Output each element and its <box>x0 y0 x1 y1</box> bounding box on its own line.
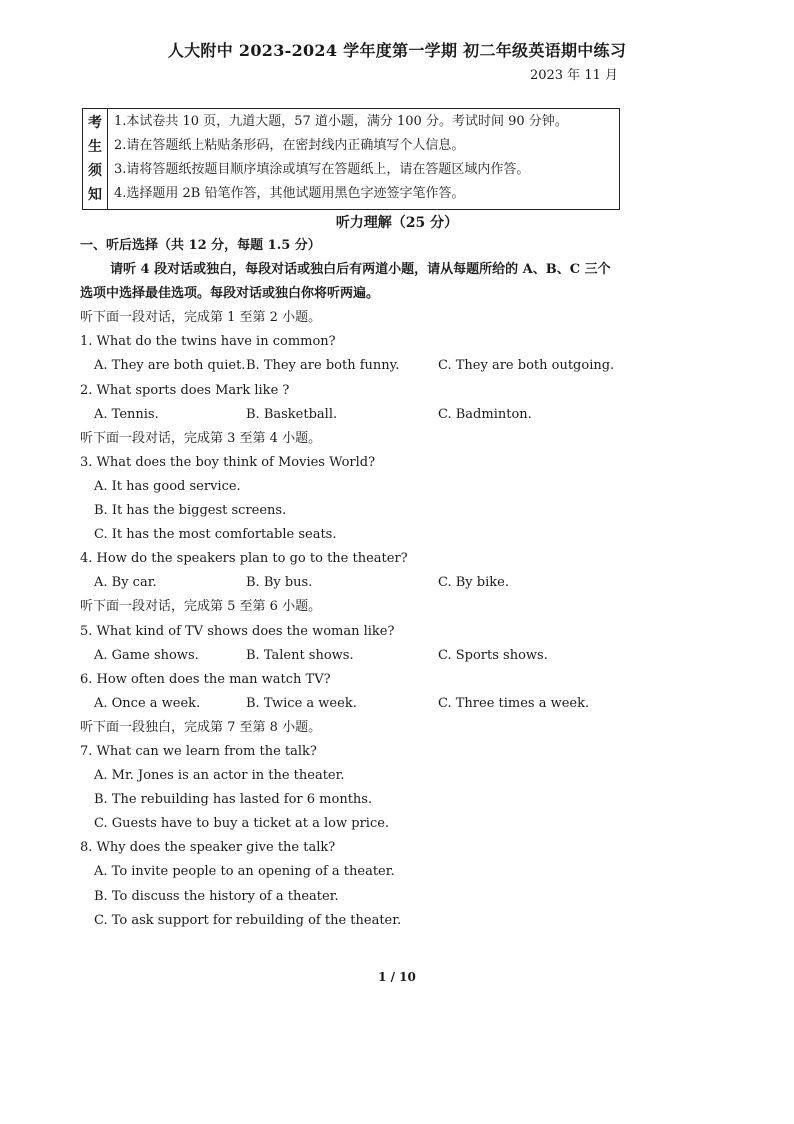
notice-side-char: 知 <box>88 187 102 203</box>
option: C. By bike. <box>438 575 509 591</box>
question: 6. How often does the man watch TV? <box>80 671 331 687</box>
option: B. Twice a week. <box>246 695 357 711</box>
option: A. Tennis. <box>94 406 159 422</box>
question: 5. What kind of TV shows does the woman like? <box>80 623 395 639</box>
option: C. Three times a week. <box>438 695 590 711</box>
group-intro: 听下面一段对话，完成第 1 至第 2 小题。 <box>80 310 322 326</box>
option-row <box>80 354 640 378</box>
option-row <box>80 644 640 668</box>
group-intro: 听下面一段对话，完成第 5 至第 6 小题。 <box>80 599 322 615</box>
option: A. Once a week. <box>94 695 201 711</box>
question: 3. What does the boy think of Movies World? <box>80 454 376 470</box>
option: A. Game shows. <box>94 647 199 663</box>
option: A. By car. <box>94 575 157 591</box>
question: 4. How do the speakers plan to go to the theater? <box>80 551 408 567</box>
notice-box <box>82 108 620 210</box>
option: A. They are both quiet. <box>94 358 246 374</box>
option: B. The rebuilding has lasted for 6 months. <box>94 792 373 808</box>
option-row <box>80 692 640 716</box>
notice-item: 1.本试卷共 10 页，九道大题，57 道小题，满分 100 分。考试时间 90 分钟。 <box>114 114 568 129</box>
option-row <box>80 571 640 595</box>
question: 7. What can we learn from the talk? <box>80 743 317 759</box>
option: C. Guests have to buy a ticket at a low price. <box>94 816 390 832</box>
option: C. Sports shows. <box>438 647 548 663</box>
page-number: 1 / 10 <box>378 970 416 984</box>
option: B. By bus. <box>246 575 313 591</box>
notice-side-char: 须 <box>88 163 102 179</box>
question: 2. What sports does Mark like ? <box>80 382 290 398</box>
option: C. They are both outgoing. <box>438 358 615 374</box>
option: B. Talent shows. <box>246 647 354 663</box>
option: A. It has good service. <box>94 478 241 494</box>
instruction-line: 选项中选择最佳选项。每段对话或独白你将听两遍。 <box>80 286 380 302</box>
listening-section <box>80 234 640 933</box>
group-intro: 听下面一段对话，完成第 3 至第 4 小题。 <box>80 430 322 446</box>
option: C. To ask support for rebuilding of the theater. <box>94 912 402 928</box>
question: 1. What do the twins have in common? <box>80 334 336 350</box>
option: C. Badminton. <box>438 406 532 422</box>
option: B. They are both funny. <box>246 358 400 374</box>
option: B. To discuss the history of a theater. <box>94 888 339 904</box>
notice-side-label <box>83 109 108 210</box>
question: 8. Why does the speaker give the talk? <box>80 840 336 856</box>
notice-side-char: 考 <box>88 115 102 131</box>
option: A. To invite people to an opening of a theater. <box>94 864 395 880</box>
group-intro: 听下面一段独白，完成第 7 至第 8 小题。 <box>80 719 322 735</box>
notice-item: 2.请在答题纸上粘贴条形码，在密封线内正确填写个人信息。 <box>114 138 465 153</box>
part-title: 一、听后选择（共 12 分，每题 1.5 分） <box>80 238 321 253</box>
option-row <box>80 403 640 427</box>
exam-date: 2023 年 11 月 <box>529 68 618 83</box>
page-title: 人大附中 2023-2024 学年度第一学期 初二年级英语期中练习 <box>167 41 627 60</box>
option: C. It has the most comfortable seats. <box>94 527 337 543</box>
notice-items <box>108 109 620 210</box>
section-title: 听力理解（25 分） <box>335 215 459 231</box>
option: B. It has the biggest screens. <box>94 503 287 519</box>
option: A. Mr. Jones is an actor in the theater. <box>94 768 345 784</box>
notice-item: 3.请将答题纸按题目顺序填涂或填写在答题纸上，请在答题区域内作答。 <box>114 162 530 177</box>
instruction-line: 请听 4 段对话或独白，每段对话或独白后有两道小题，请从每题所给的 A、B、C 三个 <box>110 262 611 278</box>
notice-item: 4.选择题用 2B 铅笔作答，其他试题用黑色字迹签字笔作答。 <box>114 186 465 201</box>
notice-side-char: 生 <box>88 139 102 155</box>
option: B. Basketball. <box>246 406 338 422</box>
